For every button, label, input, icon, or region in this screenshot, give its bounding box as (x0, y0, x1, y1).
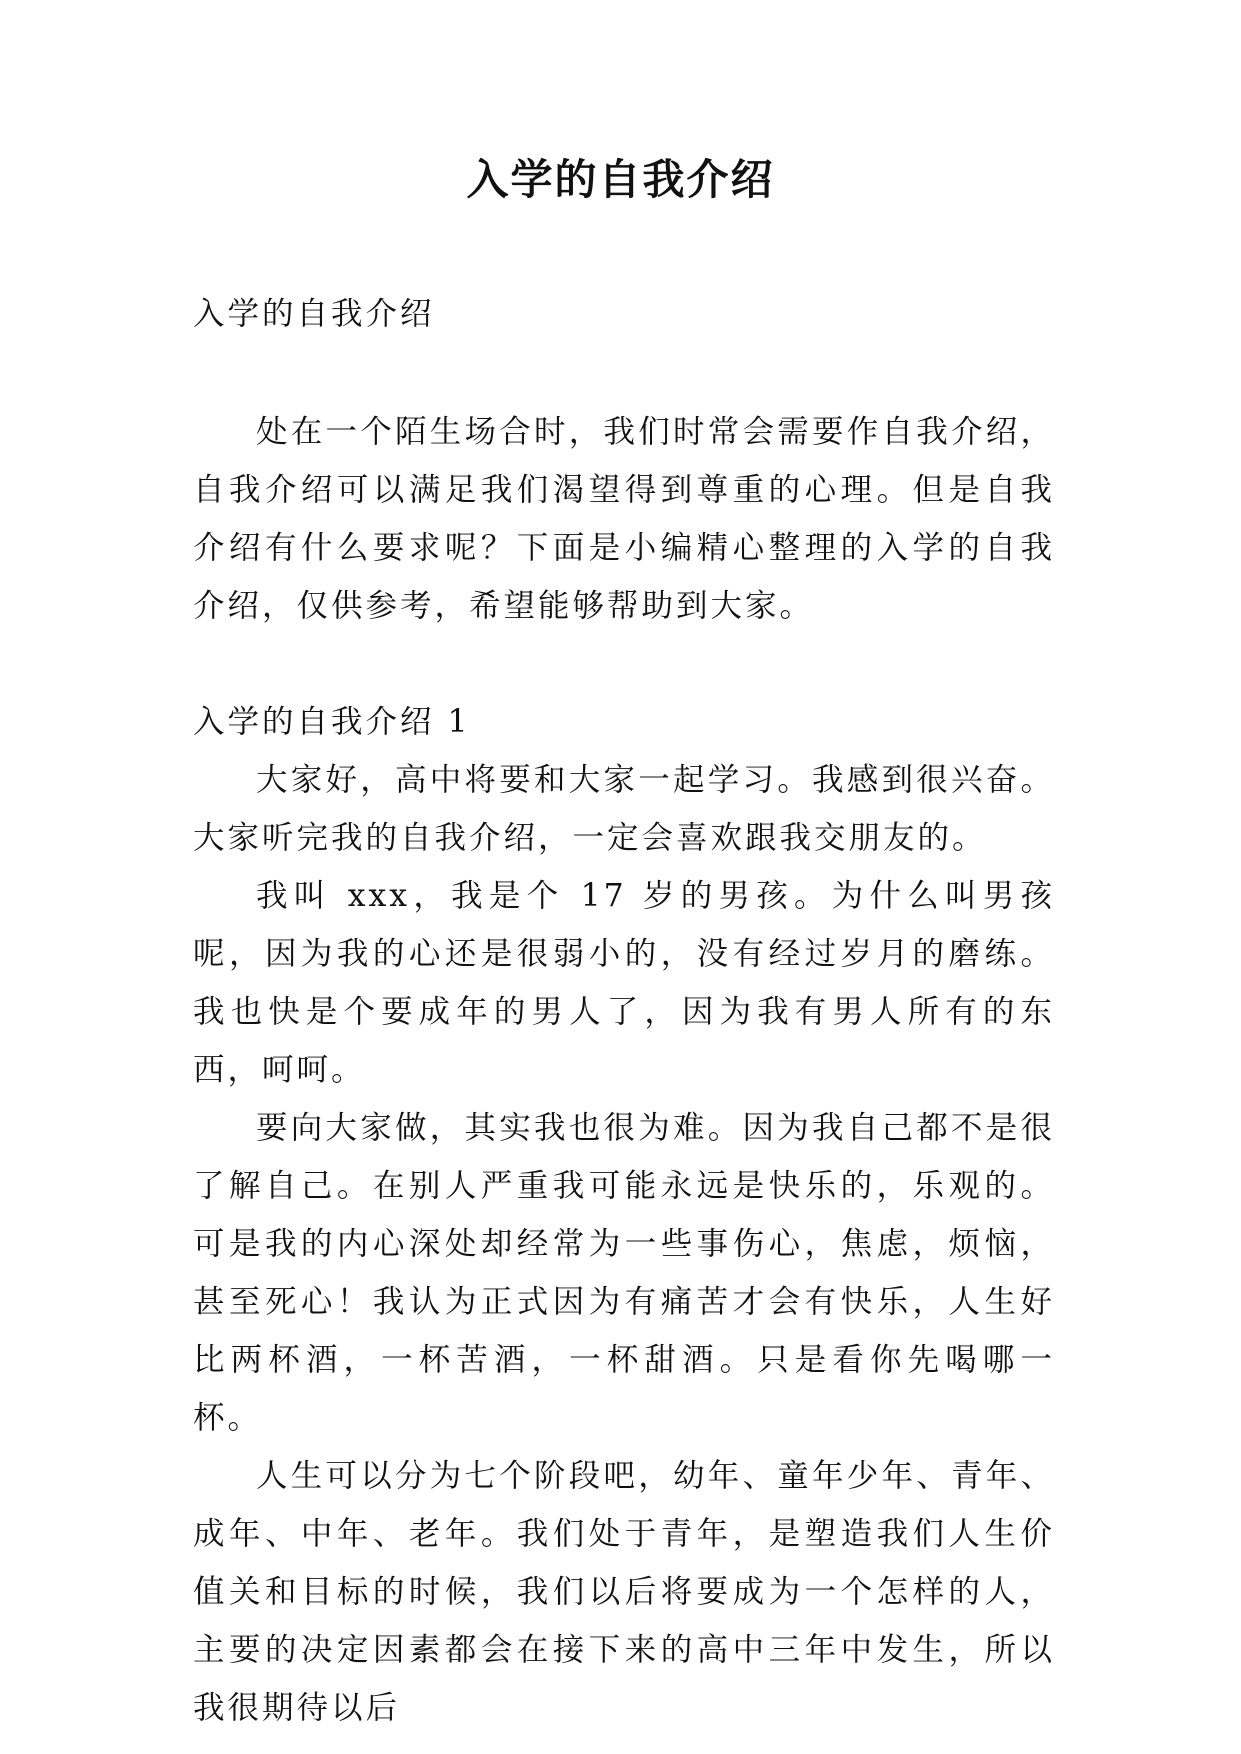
document-body (193, 285, 1055, 1737)
intro-paragraph: 处在一个陌生场合时，我们时常会需要作自我介绍，自我介绍可以满足我们渴望得到尊重的心理。但是自我介绍有什么要求呢？下面是小编精心整理的入学的自我介绍，仅供参考，希望能够帮助到大家。 (193, 414, 1055, 624)
body-paragraph: 要向大家做，其实我也很为难。因为我自己都不是很了解自己。在别人严重我可能永远是快乐的，乐观的。可是我的内心深处却经常为一些事伤心，焦虑，烦恼，甚至死心！我认为正式因为有痛苦才会有快乐，人生好比两杯酒，一杯苦酒，一杯甜酒。只是看你先喝哪一杯。 (193, 1110, 1055, 1436)
body-paragraph: 人生可以分为七个阶段吧，幼年、童年少年、青年、成年、中年、老年。我们处于青年，是塑造我们人生价值关和目标的时候，我们以后将要成为一个怎样的人， 主要的决定因素都会在接下来的高中三年中发生，所以我很期待以后 (193, 1458, 1055, 1726)
body-paragraph: 大家好，高中将要和大家一起学习。我感到很兴奋。大家听完我的自我介绍，一定会喜欢跟我交朋友的。 (193, 762, 1055, 856)
document-title: 入学的自我介绍 (466, 155, 775, 204)
body-paragraph: 我叫 xxx，我是个 17 岁的男孩。为什么叫男孩呢，因为我的心还是很弱小的，没有经过岁月的磨练。我也快是个要成年的男人了，因为我有男人所有的东西，呵呵。 (193, 878, 1055, 1088)
spacer (193, 343, 1055, 403)
spacer (193, 635, 1055, 693)
document-subtitle: 入学的自我介绍 (193, 296, 435, 332)
section-heading: 入学的自我介绍 1 (193, 704, 471, 740)
